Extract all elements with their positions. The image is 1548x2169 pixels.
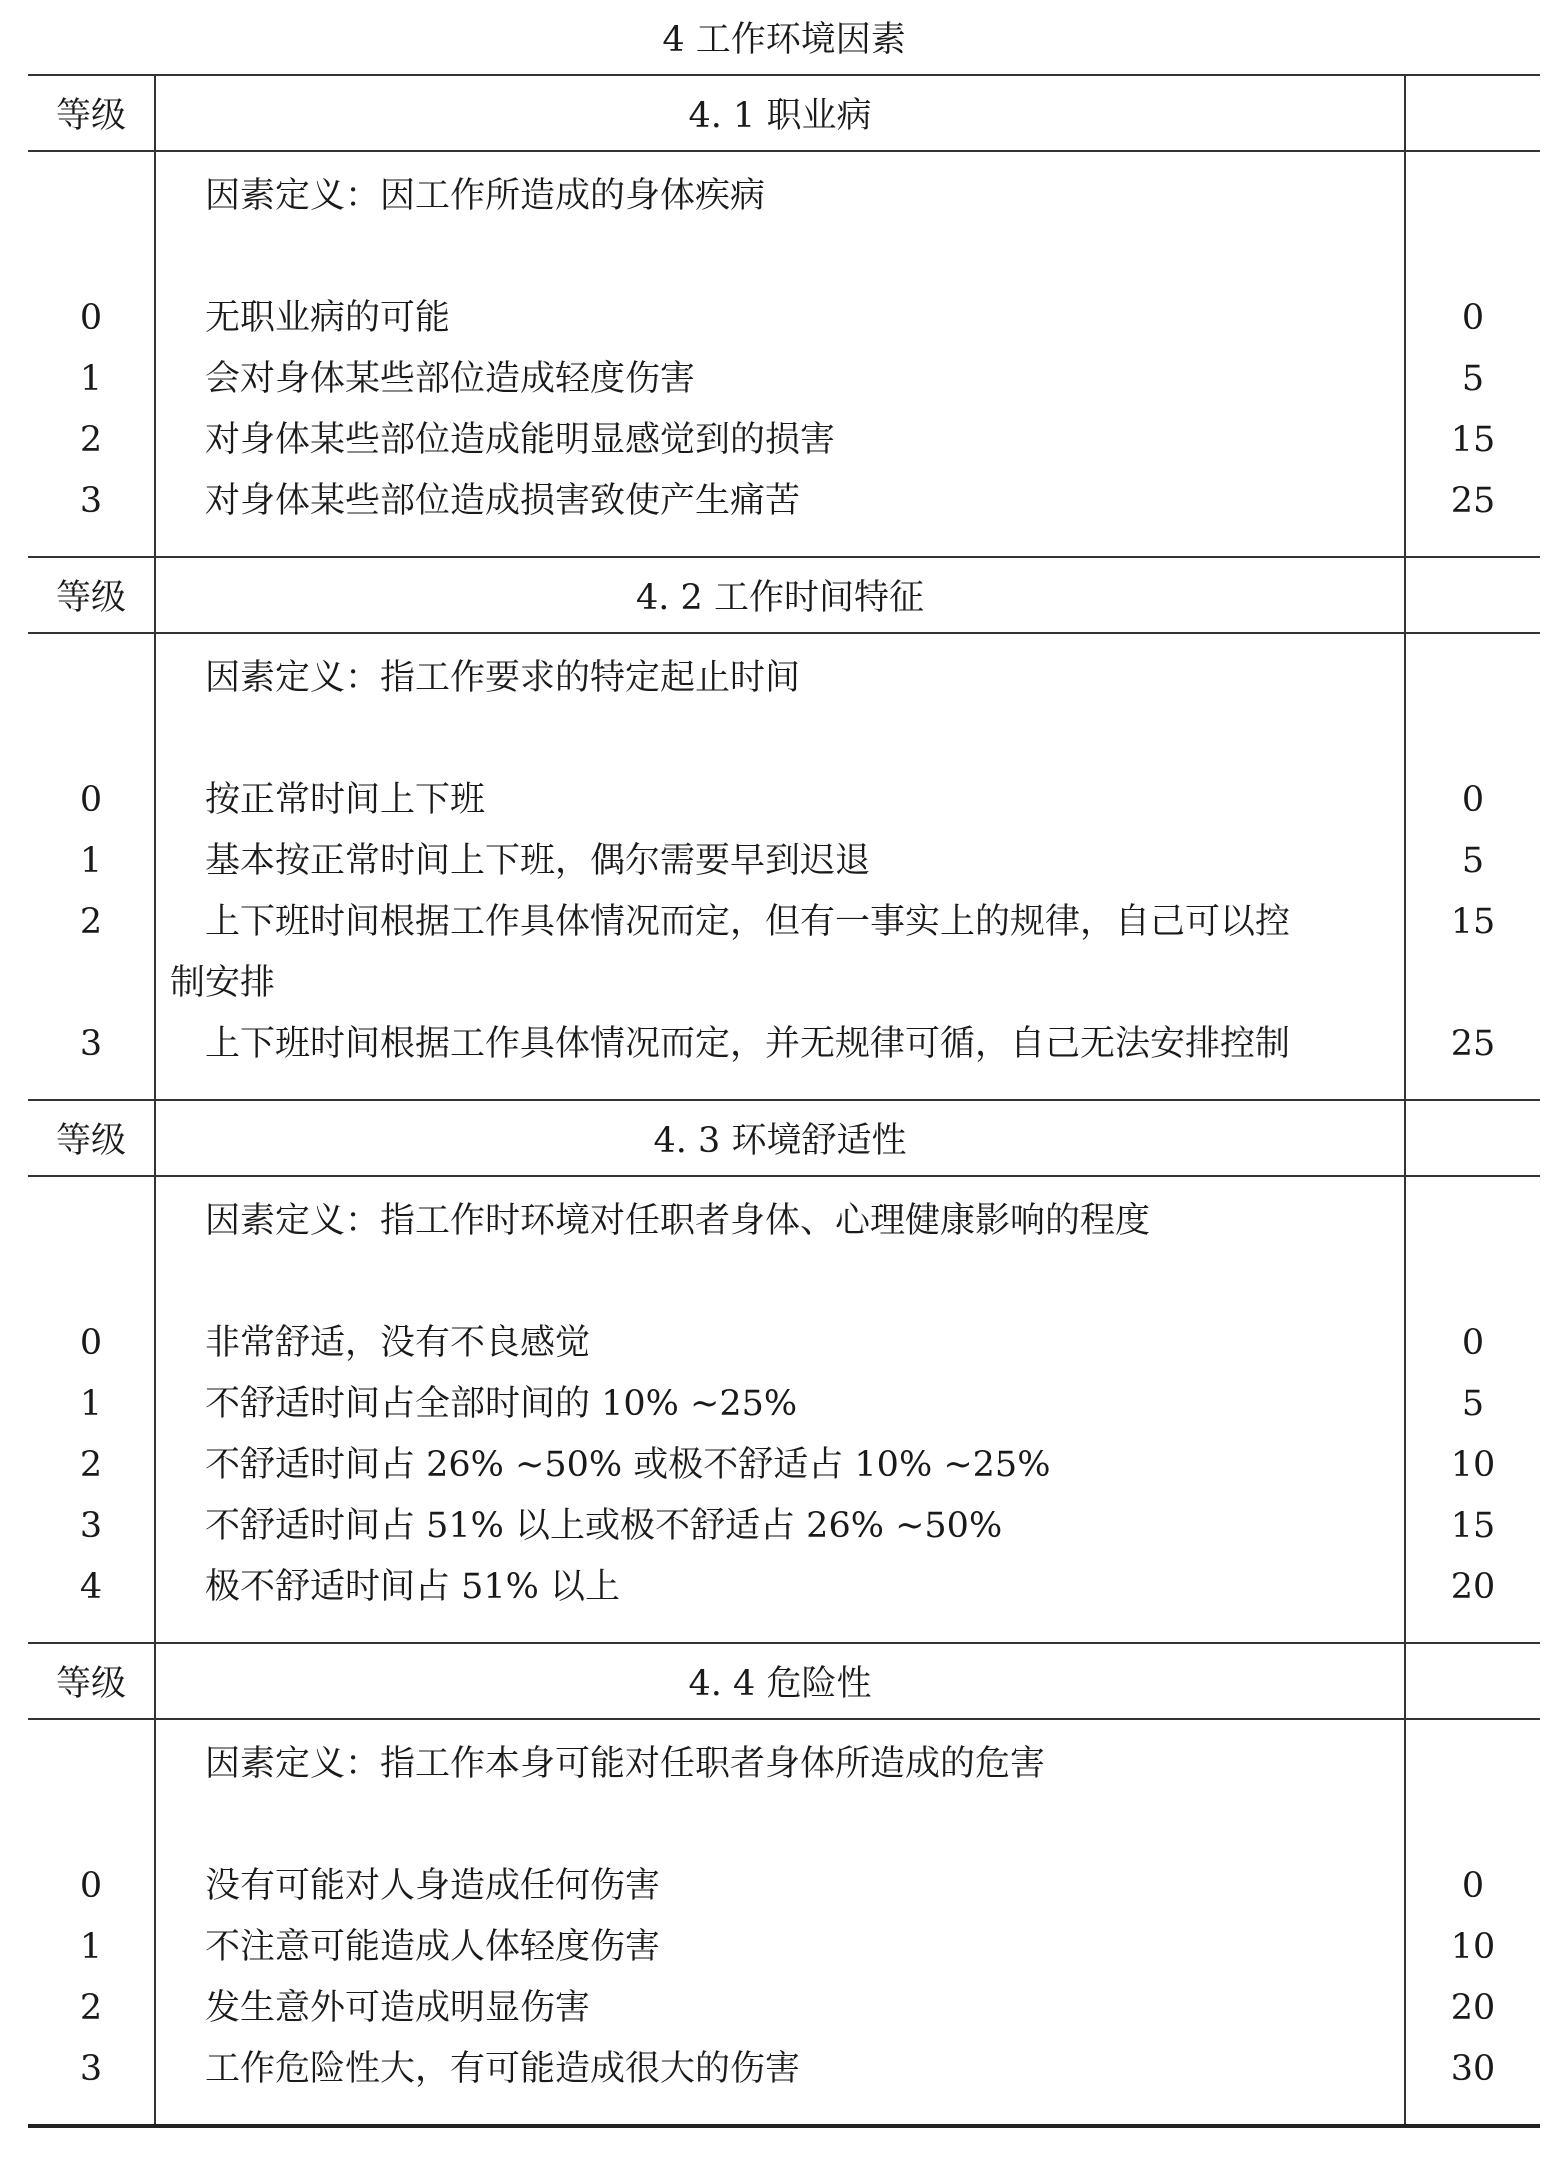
score-value: 25 bbox=[1450, 481, 1496, 521]
level-description: 上下班时间根据工作具体情况而定，并无规律可循，自己无法安排控制 bbox=[205, 1024, 1291, 1064]
grade-value: 2 bbox=[79, 420, 103, 460]
table-title-row bbox=[28, 0, 1540, 75]
level-description: 发生意外可造成明显伤害 bbox=[205, 1988, 591, 2028]
factor-definition: 因素定义：指工作要求的特定起止时间 bbox=[205, 658, 801, 698]
section-title: 4. 1 职业病 bbox=[155, 75, 1405, 151]
grade-value: 3 bbox=[79, 1024, 103, 1064]
level-description: 极不舒适时间占 51% 以上 bbox=[205, 1567, 621, 1607]
level-description: 工作危险性大，有可能造成很大的伤害 bbox=[205, 2049, 801, 2089]
level-description: 没有可能对人身造成任何伤害 bbox=[205, 1866, 661, 1906]
grade-value: 3 bbox=[79, 2049, 103, 2089]
factor-definition: 因素定义：指工作时环境对任职者身体、心理健康影响的程度 bbox=[205, 1201, 1151, 1241]
description-column bbox=[155, 633, 1405, 1100]
section-header-working-hours bbox=[28, 557, 1540, 633]
score-value: 5 bbox=[1461, 359, 1485, 399]
level-description: 不舒适时间占 51% 以上或极不舒适占 26% ~50% bbox=[205, 1506, 1003, 1546]
section-body-occupational-disease bbox=[28, 151, 1540, 557]
level-description: 不舒适时间占 26% ~50% 或极不舒适占 10% ~25% bbox=[205, 1445, 1051, 1485]
score-value: 25 bbox=[1450, 1024, 1496, 1064]
section-header-environment-comfort bbox=[28, 1100, 1540, 1176]
grade-value: 1 bbox=[79, 359, 103, 399]
section-body-environment-comfort bbox=[28, 1176, 1540, 1643]
score-value: 5 bbox=[1461, 1384, 1485, 1424]
grade-header: 等级 bbox=[28, 1643, 155, 1719]
section-title: 4. 3 环境舒适性 bbox=[155, 1100, 1405, 1176]
score-value: 15 bbox=[1450, 420, 1496, 460]
score-column bbox=[1405, 1719, 1540, 2126]
grade-header: 等级 bbox=[28, 557, 155, 633]
score-header-empty bbox=[1405, 1643, 1540, 1719]
section-title: 4. 4 危险性 bbox=[155, 1643, 1405, 1719]
level-description: 基本按正常时间上下班，偶尔需要早到迟退 bbox=[205, 841, 871, 881]
description-column bbox=[155, 1719, 1405, 2126]
level-description: 不舒适时间占全部时间的 10% ~25% bbox=[205, 1384, 798, 1424]
grade-value: 0 bbox=[79, 780, 103, 820]
grade-column bbox=[28, 1176, 155, 1643]
table-title: 4 工作环境因素 bbox=[28, 0, 1540, 75]
score-value: 10 bbox=[1450, 1927, 1496, 1967]
level-description: 对身体某些部位造成损害致使产生痛苦 bbox=[205, 481, 801, 521]
score-value: 15 bbox=[1450, 1506, 1496, 1546]
grade-value: 2 bbox=[79, 1988, 103, 2028]
grade-value: 4 bbox=[79, 1567, 103, 1607]
grade-value: 2 bbox=[79, 902, 103, 942]
score-column bbox=[1405, 151, 1540, 557]
level-description: 按正常时间上下班 bbox=[205, 780, 486, 820]
score-value: 30 bbox=[1450, 2049, 1496, 2089]
score-value: 0 bbox=[1461, 298, 1485, 338]
score-value: 15 bbox=[1450, 902, 1496, 942]
grade-column bbox=[28, 1719, 155, 2126]
grade-value: 0 bbox=[79, 298, 103, 338]
section-body-working-hours bbox=[28, 633, 1540, 1100]
grade-value: 2 bbox=[79, 1445, 103, 1485]
level-description: 上下班时间根据工作具体情况而定，但有一事实上的规律，自己可以控 bbox=[205, 902, 1291, 942]
score-value: 0 bbox=[1461, 1323, 1485, 1363]
grade-value: 1 bbox=[79, 1927, 103, 1967]
score-header-empty bbox=[1405, 557, 1540, 633]
grade-header: 等级 bbox=[28, 75, 155, 151]
level-description: 不注意可能造成人体轻度伤害 bbox=[205, 1927, 661, 1967]
score-value: 5 bbox=[1461, 841, 1485, 881]
grade-value: 1 bbox=[79, 1384, 103, 1424]
section-header-danger bbox=[28, 1643, 1540, 1719]
description-column bbox=[155, 1176, 1405, 1643]
level-description: 非常舒适，没有不良感觉 bbox=[205, 1323, 591, 1363]
factor-definition: 因素定义：因工作所造成的身体疾病 bbox=[205, 176, 766, 216]
score-value: 0 bbox=[1461, 1866, 1485, 1906]
score-header-empty bbox=[1405, 75, 1540, 151]
level-description: 对身体某些部位造成能明显感觉到的损害 bbox=[205, 420, 836, 460]
grade-value: 0 bbox=[79, 1866, 103, 1906]
score-value: 20 bbox=[1450, 1988, 1496, 2028]
section-title: 4. 2 工作时间特征 bbox=[155, 557, 1405, 633]
factor-table bbox=[28, 0, 1540, 2128]
score-header-empty bbox=[1405, 1100, 1540, 1176]
grade-value: 3 bbox=[79, 1506, 103, 1546]
grade-value: 0 bbox=[79, 1323, 103, 1363]
grade-column bbox=[28, 633, 155, 1100]
grade-header: 等级 bbox=[28, 1100, 155, 1176]
level-description: 会对身体某些部位造成轻度伤害 bbox=[205, 359, 696, 399]
grade-column bbox=[28, 151, 155, 557]
score-column bbox=[1405, 633, 1540, 1100]
score-value: 10 bbox=[1450, 1445, 1496, 1485]
score-value: 0 bbox=[1461, 780, 1485, 820]
grade-value: 1 bbox=[79, 841, 103, 881]
score-column bbox=[1405, 1176, 1540, 1643]
section-body-danger bbox=[28, 1719, 1540, 2126]
factor-definition: 因素定义：指工作本身可能对任职者身体所造成的危害 bbox=[205, 1744, 1046, 1784]
score-value: 20 bbox=[1450, 1567, 1496, 1607]
section-header-occupational-disease bbox=[28, 75, 1540, 151]
level-description: 无职业病的可能 bbox=[205, 298, 451, 338]
grade-value: 3 bbox=[79, 481, 103, 521]
description-column bbox=[155, 151, 1405, 557]
level-description-continued: 制安排 bbox=[170, 963, 276, 1003]
